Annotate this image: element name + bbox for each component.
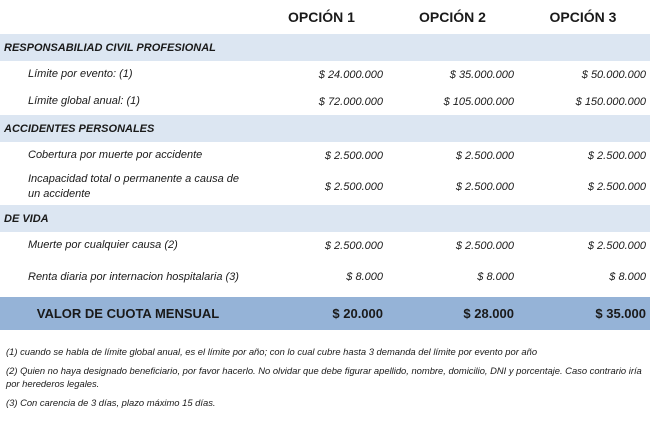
option-1-value: $ 24.000.000: [318, 68, 383, 81]
option-2-value: $ 8.000: [477, 271, 514, 283]
option-1-value: $ 2.500.000: [324, 239, 383, 252]
row-label: Renta diaria por internacion hospitalaria (3): [28, 270, 239, 283]
row-label: Límite por evento: (1): [28, 68, 133, 80]
option-3-fee: $ 35.000: [595, 306, 646, 321]
option-3-value: $ 50.000.000: [581, 68, 646, 81]
option-1-value: $ 2.500.000: [324, 149, 383, 162]
footnote-3: (3) Con carencia de 3 días, plazo máximo 15 días.: [6, 396, 216, 408]
monthly-fee-row: [0, 297, 650, 330]
option-2-value: $ 105.000.000: [443, 95, 514, 108]
option-3-value: $ 2.500.000: [587, 149, 646, 162]
row-label: Cobertura por muerte por accidente: [28, 149, 203, 161]
section-personal-accidents: [0, 115, 650, 142]
table-row: [0, 259, 650, 295]
header-row: [0, 0, 650, 34]
option-2-header: OPCIÓN 2: [419, 9, 486, 25]
option-3-value: $ 8.000: [609, 271, 646, 283]
option-1-fee: $ 20.000: [332, 306, 383, 321]
table-row: [0, 88, 650, 115]
footnote-1: (1) cuando se habla de límite global anual, es el límite por año; con lo cual cubre hasta 3 demanda del límite por evento por año: [6, 346, 538, 357]
option-2-value: $ 2.500.000: [455, 239, 514, 252]
section-life: [0, 205, 650, 232]
table-row: [0, 232, 650, 259]
option-1-value: $ 72.000.000: [318, 95, 383, 108]
option-3-header: OPCIÓN 3: [549, 9, 617, 25]
option-3-value: $ 2.500.000: [587, 181, 646, 193]
section-title: RESPONSABILIAD CIVIL PROFESIONAL: [4, 41, 216, 54]
row-label: Muerte por cualquier causa (2): [28, 239, 178, 251]
footnotes: [6, 345, 646, 409]
section-title: DE VIDA: [4, 212, 49, 225]
monthly-fee-label: VALOR DE CUOTA MENSUAL: [36, 306, 220, 321]
option-1-header: OPCIÓN 1: [288, 9, 355, 25]
table-row: [0, 169, 650, 205]
section-civil-liability: [0, 34, 650, 61]
option-1-value: $ 2.500.000: [324, 181, 383, 193]
table-row: [0, 61, 650, 88]
row-label: Incapacidad total o permanente a causa de un accidente: [28, 173, 239, 200]
option-2-fee: $ 28.000: [463, 306, 514, 321]
row-label: Límite global anual: (1): [28, 95, 140, 107]
option-2-value: $ 2.500.000: [455, 149, 514, 162]
section-title: ACCIDENTES PERSONALES: [4, 122, 155, 135]
option-3-value: $ 2.500.000: [587, 239, 646, 252]
option-2-value: $ 2.500.000: [455, 181, 514, 193]
option-3-value: $ 150.000.000: [575, 95, 646, 108]
table-row: [0, 142, 650, 169]
footnote-2: (2) Quien no haya designado beneficiario, por favor hacerlo. No olvidar que debe figurar apellido, nombre, domicilio, DNI y porcentaje. Caso contrario iría por herederos legales.: [6, 364, 642, 389]
option-1-value: $ 8.000: [346, 271, 383, 283]
option-2-value: $ 35.000.000: [449, 68, 514, 81]
